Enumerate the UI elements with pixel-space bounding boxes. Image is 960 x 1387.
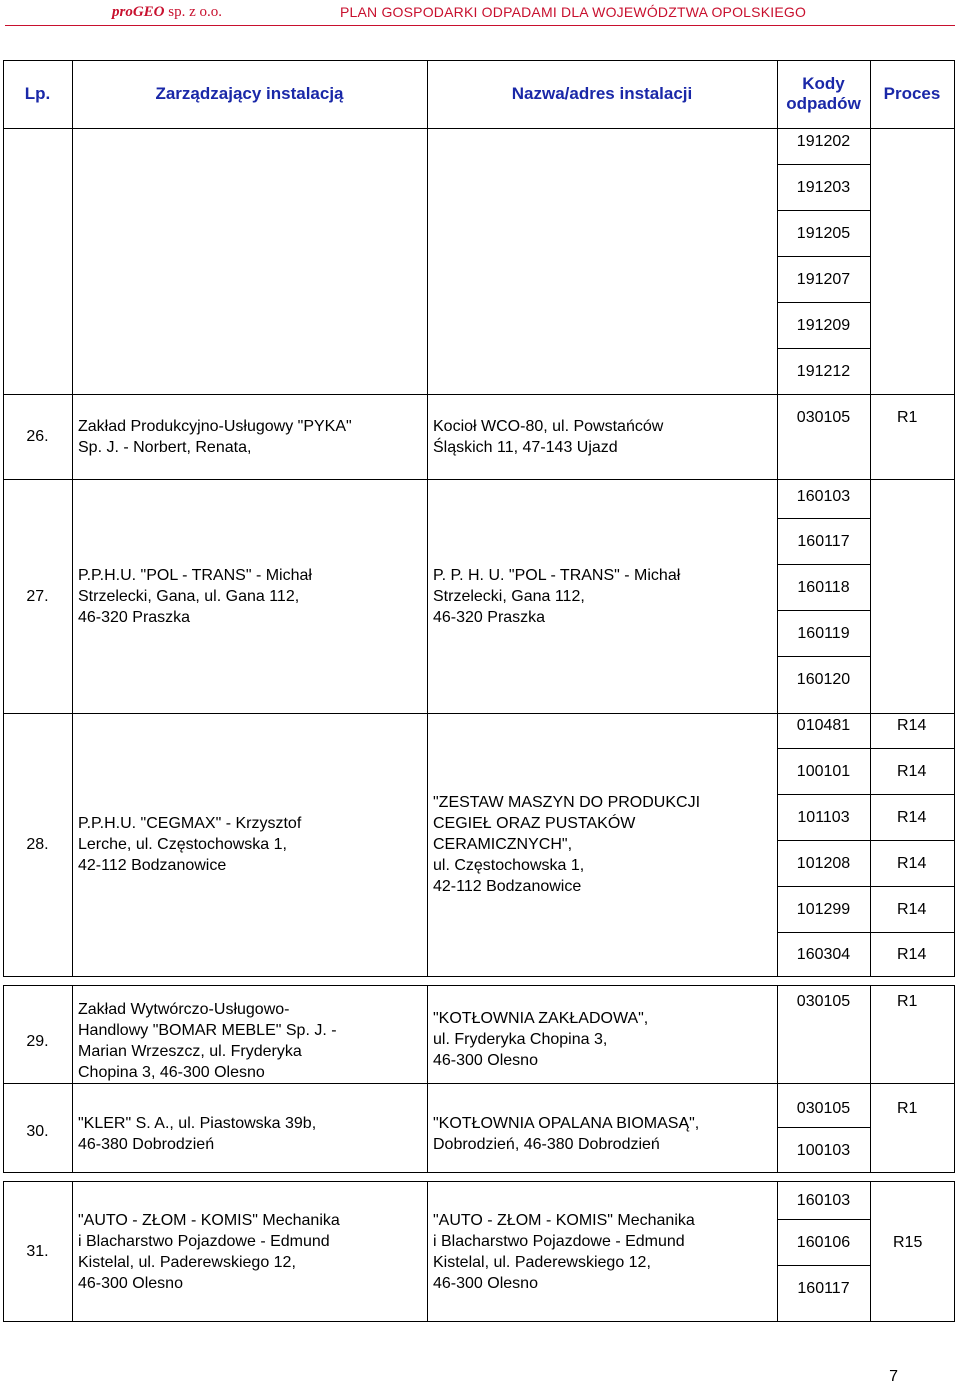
table-cell-code: 101299 [796,900,851,918]
page-number: 7 [889,1368,898,1385]
table-cell-code: 100101 [796,762,851,780]
table-cell-code: 191212 [796,362,851,380]
table-cell-process: R14 [897,945,927,963]
table-cell-code: 160304 [796,945,851,963]
table-cell-installation: "AUTO - ZŁOM - KOMIS" Mechanika i Blacharstwo Pojazdowe - Edmund Kistelal, ul. Paderewskiego 12, 46-300 Olesno [433,1211,695,1292]
table-cell-code: 101103 [797,808,850,826]
table-cell-code: 191205 [796,224,851,242]
table-cell-code: 100103 [796,1141,851,1159]
table-cell-code: 160119 [797,624,850,642]
table-cell-code: 030105 [796,992,851,1010]
table-cell-installation: P. P. H. U. "POL - TRANS" - Michał Strzelecki, Gana 112, 46-320 Praszka [433,566,681,626]
codes-header-line2: odpadów [786,94,861,113]
header-rule [5,25,955,26]
table-cell-manager: P.P.H.U. "CEGMAX" - Krzysztof Lerche, ul. Częstochowska 1, 42-112 Bodzanowice [78,815,302,874]
page-header [0,0,960,24]
table-cell-lp: 27. [26,587,49,605]
table-cell-code: 030105 [796,1100,851,1117]
table-cell-installation: "KOTŁOWNIA OPALANA BIOMASĄ", Dobrodzień, 46-380 Dobrodzień [433,1114,700,1153]
table-cell-installation: Kocioł WCO-80, ul. Powstańców Śląskich 11, 47-143 Ujazd [433,417,664,456]
table-cell-manager: Zakład Produkcyjno-Usługowy "PYKA" Sp. J. - Norbert, Renata, [78,417,352,456]
table-cell-process: R14 [897,808,927,826]
table-cell-code: 101208 [796,854,851,872]
table-cell-manager: "AUTO - ZŁOM - KOMIS" Mechanika i Blacharstwo Pojazdowe - Edmund Kistelal, ul. Paderewskiego 12, 46-300 Olesno [78,1211,340,1292]
table-cell-code: 010481 [796,716,851,734]
table-cell-code: 160118 [797,578,850,596]
col-header-process: Proces [883,84,941,103]
table-cell-code: 160117 [797,1279,850,1297]
table-cell-code: 191207 [796,270,851,288]
table-cell-installation: "KOTŁOWNIA ZAKŁADOWA", ul. Fryderyka Chopina 3, 46-300 Olesno [433,1009,649,1069]
codes-header-line1: Kody [802,74,845,93]
table-cell-process: R15 [893,1234,923,1251]
table-cell-manager: "KLER" S. A., ul. Piastowska 39b, 46-380 Dobrodzień [78,1114,317,1153]
table-cell-code: 191202 [796,132,851,150]
company-name: proGEO sp. z o.o. [112,4,223,20]
table-cell-lp: 31. [26,1243,49,1260]
col-header-lp: Lp. [24,84,51,103]
table-cell-code: 191203 [796,178,851,196]
table-cell-process: R1 [897,992,918,1010]
col-header-installation: Nazwa/adres instalacji [511,84,693,103]
table-cell-lp: 29. [26,1033,49,1050]
table-cell-process: R14 [897,854,927,872]
table-cell-process: R1 [897,408,918,426]
table-cell-manager: Zakład Wytwórczo-Usługowo- Handlowy "BOMAR MEBLE" Sp. J. - Marian Wrzeszcz, ul. Fryderyka Chopina 3, 46-300 Olesno [78,1001,337,1081]
table-cell-code: 160103 [796,1192,851,1209]
table-cell-lp: 28. [26,836,49,853]
table-cell-code: 160106 [796,1234,851,1251]
table-cell-lp: 26. [26,428,49,445]
table-cell-code: 160103 [796,488,851,505]
table-cell-installation: "ZESTAW MASZYN DO PRODUKCJI CEGIEŁ ORAZ PUSTAKÓW CERAMICZNYCH", ul. Częstochowska 1, 42-112 Bodzanowice [433,794,701,895]
table-cell-code: 160120 [796,670,851,688]
table-cell-code: 191209 [796,316,851,334]
table-cell-process: R14 [897,716,927,734]
table-cell-process: R14 [897,762,927,780]
table-cell-manager: P.P.H.U. "POL - TRANS" - Michał Strzelecki, Gana, ul. Gana 112, 46-320 Praszka [78,566,312,626]
table-cell-lp: 30. [26,1122,49,1140]
table-cell-code: 160117 [797,532,850,550]
table-cell-process: R14 [897,900,927,918]
plan-title: PLAN GOSPODARKI ODPADAMI DLA WOJEWÓDZTWA OPOLSKIEGO [340,4,807,20]
col-header-manager: Zarządzający instalacją [155,84,344,103]
table-cell-code: 030105 [796,408,851,426]
table-cell-process: R1 [897,1100,918,1117]
